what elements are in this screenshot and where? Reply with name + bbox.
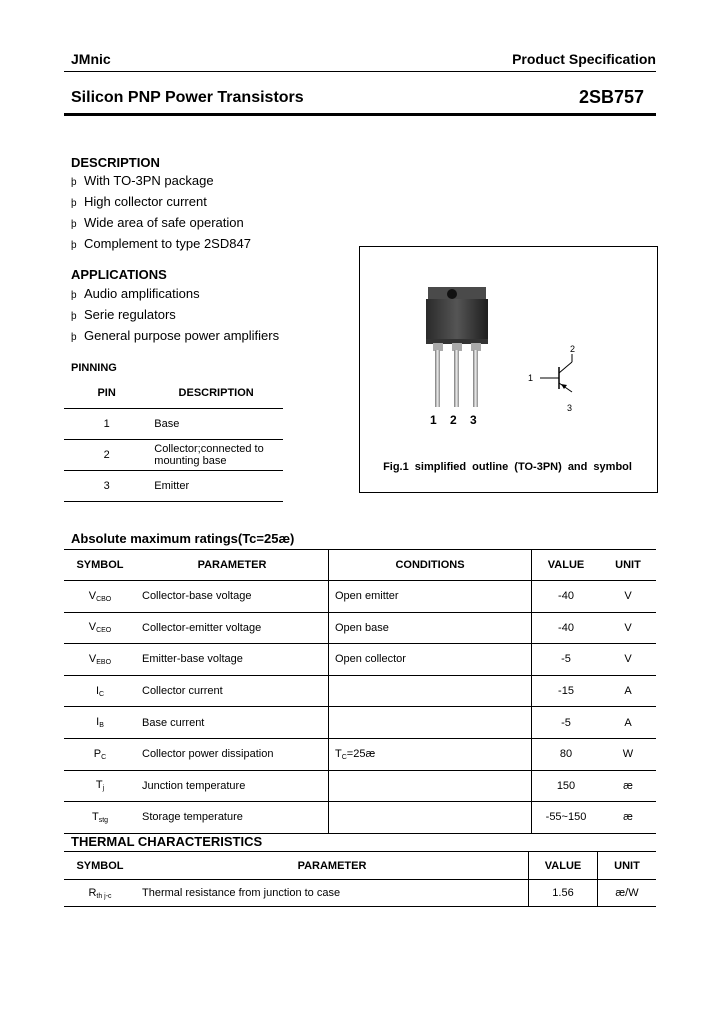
parameter-column-header: PARAMETER	[136, 852, 529, 880]
abs-max-heading: Absolute maximum ratings(Tc=25æ)	[71, 531, 295, 546]
table-row: $V_{CBO}$ Collector-base voltage Open emitter -40 V	[64, 581, 656, 613]
thermal-table	[64, 851, 656, 907]
abs-max-table	[64, 549, 656, 834]
header-divider	[64, 71, 656, 72]
package-pin-label: 3	[470, 413, 477, 427]
mounting-hole	[447, 289, 457, 299]
table-row: $P_C$ Collector power dissipation $T_C=25æ$ 80 W	[64, 738, 656, 770]
value-column-header: VALUE	[529, 852, 598, 880]
table-row: 1 Base	[64, 409, 283, 440]
unit-column-header: UNIT	[600, 550, 656, 581]
list-item: þ High collector current	[71, 194, 207, 209]
list-item: þ Serie regulators	[71, 307, 176, 322]
package-pin-label: 1	[430, 413, 437, 427]
part-number: 2SB757	[578, 87, 644, 107]
pinning-table	[64, 378, 283, 502]
figure-box	[359, 246, 658, 493]
table-row: $T_j$ Junction temperature 150 æ	[64, 770, 656, 802]
table-row: 2 Collector;connected to mounting base	[64, 440, 283, 471]
applications-heading: APPLICATIONS	[71, 267, 167, 282]
list-item: þ General purpose power amplifiers	[71, 328, 280, 343]
brand-name: JMnic	[71, 51, 111, 67]
table-row: $T_{stg}$ Storage temperature -55~150 æ	[64, 802, 656, 834]
package-pin-label: 2	[450, 413, 457, 427]
conditions-column-header: CONDITIONS	[329, 550, 532, 581]
package-lead	[473, 350, 478, 407]
list-item: þ Wide area of safe operation	[71, 215, 244, 230]
list-item: þ Complement to type 2SD847	[71, 236, 251, 251]
description-heading: DESCRIPTION	[71, 155, 160, 170]
table-row: $V_{CEO}$ Collector-emitter voltage Open base -40 V	[64, 612, 656, 644]
description-list	[71, 171, 251, 255]
title-divider	[64, 113, 656, 116]
parameter-column-header: PARAMETER	[136, 550, 329, 581]
document-type: Product Specification	[512, 51, 656, 67]
symbol-column-header: SYMBOL	[64, 852, 136, 880]
pin-column-header: PIN	[97, 387, 116, 399]
package-body	[426, 299, 488, 343]
symbol-pin-label: 2	[570, 344, 576, 354]
table-row: $R_{th j-c}$ Thermal resistance from junction to case 1.56 æ/W	[64, 880, 656, 907]
pinning-heading: PINNING	[71, 362, 117, 374]
thermal-heading: THERMAL CHARACTERISTICS	[71, 834, 263, 849]
table-row: $I_C$ Collector current -15 A	[64, 675, 656, 707]
description-column-header: DESCRIPTION	[178, 387, 254, 399]
table-row: $V_{EBO}$ Emitter-base voltage Open collector -5 V	[64, 644, 656, 676]
unit-column-header: UNIT	[598, 852, 657, 880]
table-row: 3 Emitter	[64, 471, 283, 502]
package-lead	[435, 350, 440, 407]
list-item: þ Audio amplifications	[71, 286, 200, 301]
symbol-pin-label: 1	[528, 373, 534, 383]
table-row: $I_B$ Base current -5 A	[64, 707, 656, 739]
page-title: Silicon PNP Power Transistors	[71, 89, 304, 106]
value-column-header: VALUE	[532, 550, 601, 581]
figure-caption: Fig.1 simplified outline (TO-3PN) and symbol	[383, 461, 632, 473]
package-lead	[454, 350, 459, 407]
symbol-column-header: SYMBOL	[64, 550, 136, 581]
symbol-pin-label: 3	[567, 403, 573, 413]
package-and-symbol-figure	[360, 247, 657, 492]
list-item: þ With TO-3PN package	[71, 173, 214, 188]
applications-list	[71, 284, 279, 347]
